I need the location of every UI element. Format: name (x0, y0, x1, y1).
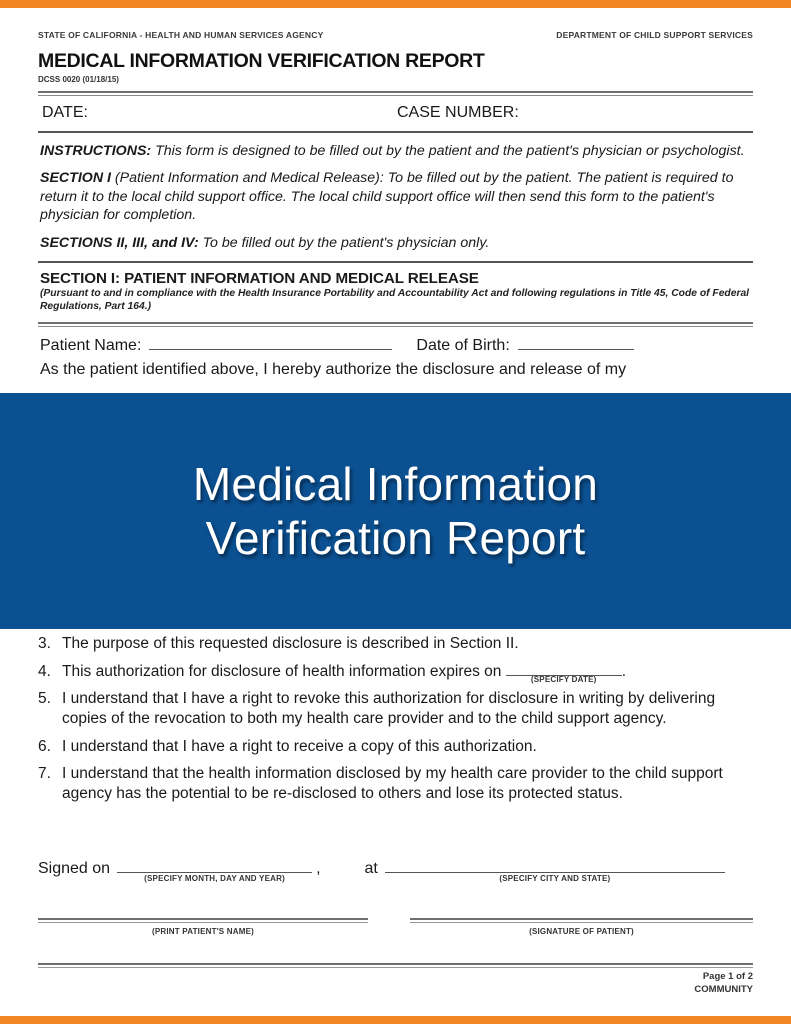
list-item-number: 5. (38, 690, 51, 708)
list-item (38, 764, 753, 803)
print-name-caption: (PRINT PATIENT'S NAME) (151, 927, 254, 936)
agency-right-label: DEPARTMENT OF CHILD SUPPORT SERVICES (556, 30, 753, 40)
print-name-group (38, 918, 368, 936)
patient-signature-group (410, 918, 753, 936)
signed-date-caption: (SPECIFY MONTH, DAY AND YEAR) (144, 874, 285, 883)
instructions-paragraph-1 (40, 142, 751, 160)
list-item (38, 634, 753, 654)
meta-row (38, 96, 753, 131)
copy-type-label: COMMUNITY (694, 983, 753, 995)
instructions-text-3: To be filled out by the patient's physician only. (198, 234, 490, 251)
case-number-label: CASE NUMBER: (397, 104, 519, 121)
date-label: DATE: (42, 104, 88, 121)
list-item (38, 689, 753, 728)
signed-date-group (110, 858, 312, 883)
patient-name-field[interactable] (149, 336, 392, 350)
page-title: MEDICAL INFORMATION VERIFICATION REPORT (38, 50, 485, 72)
page-footer (38, 963, 753, 997)
list-item-number: 3. (38, 635, 51, 652)
date-of-birth-field[interactable] (518, 336, 634, 350)
footer-divider (38, 963, 753, 968)
instructions-heading: INSTRUCTIONS: (40, 143, 152, 159)
date-of-birth-label: Date of Birth: (416, 336, 510, 354)
page-number-label: Page 1 of 2 (702, 971, 753, 982)
top-accent-bar (0, 0, 791, 8)
instructions-block (38, 133, 753, 261)
print-name-field[interactable] (38, 918, 368, 923)
banner-title (193, 457, 598, 566)
section-one-title: SECTION I: PATIENT INFORMATION AND MEDICAL RELEASE (40, 270, 479, 288)
list-item-number: 6. (38, 737, 51, 755)
instructions-text-2: (Patient Information and Medical Release): To be filled out by the patient. The patient is required to return it to the local child support office. The local child support office will then send this form to the patient's physician for completion. (40, 170, 734, 224)
list-item-text: I understand that I have a right to revoke this authorization for disclosure in writing by delivering copies of the revocation to both my health care provider and to the child support agency. (62, 690, 716, 728)
signed-on-row (38, 858, 753, 883)
instructions-paragraph-3 (40, 234, 751, 252)
banner-title-line-2: Verification Report (205, 512, 586, 564)
list-item-number: 7. (38, 765, 51, 783)
signed-city-caption: (SPECIFY CITY AND STATE) (499, 874, 611, 883)
list-item-text: I understand that I have a right to receive a copy of this authorization. (62, 737, 537, 755)
expiry-date-field[interactable] (506, 663, 622, 684)
bottom-accent-bar (0, 1016, 791, 1024)
agency-left-label: STATE OF CALIFORNIA - HEALTH AND HUMAN SERVICES AGENCY (38, 30, 324, 40)
form-code-label: DCSS 0020 (01/18/15) (38, 75, 119, 84)
section-one-header (38, 263, 753, 315)
signed-city-group (378, 858, 725, 883)
expiry-text-after: . (621, 662, 627, 680)
agency-header (38, 8, 753, 40)
patient-identity-row (38, 327, 753, 359)
authorization-list (38, 634, 753, 812)
list-item-number: 4. (38, 662, 51, 680)
signed-date-field[interactable] (117, 858, 312, 873)
patient-signature-caption: (SIGNATURE OF PATIENT) (529, 927, 634, 936)
title-overlay-banner (0, 393, 791, 629)
list-item (38, 662, 753, 682)
instructions-text-1: This form is designed to be filled out by the patient and the patient's physician or psychologist. (151, 143, 745, 159)
signed-city-field[interactable] (385, 858, 725, 873)
signed-comma: , (316, 860, 321, 877)
name-lines-spacer (368, 918, 410, 936)
list-item (38, 737, 753, 757)
expiry-text-before: This authorization for disclosure of health information expires on (62, 662, 506, 680)
list-item-text (62, 662, 753, 682)
expiry-date-caption: (SPECIFY DATE) (530, 674, 597, 684)
sections-two-four-ref: SECTIONS II, III, and IV: (40, 234, 199, 251)
banner-title-line-1: Medical Information (192, 457, 599, 510)
signed-on-label: Signed on (38, 860, 111, 877)
at-label: at (364, 860, 378, 877)
section-one-ref: SECTION I (40, 170, 111, 187)
signature-name-lines (38, 918, 753, 936)
patient-signature-field[interactable] (410, 918, 753, 923)
footer-labels (38, 971, 753, 997)
authorization-intro-text: As the patient identified above, I hereby authorize the disclosure and release of my (40, 360, 627, 378)
section-one-subtitle: (Pursuant to and in compliance with the Health Insurance Portability and Accountability Act and following regulations in Title 45, Code of Federal Regulations, Part 164.) (40, 288, 750, 312)
list-item-text: I understand that the health information disclosed by my health care provider to the child support agency has the potential to be re-disclosed to others and lose its protected status. (62, 765, 723, 803)
list-item-text: The purpose of this requested disclosure is described in Section II. (62, 635, 519, 652)
signature-block (38, 858, 753, 883)
patient-name-label: Patient Name: (40, 336, 142, 354)
instructions-paragraph-2 (40, 169, 751, 224)
